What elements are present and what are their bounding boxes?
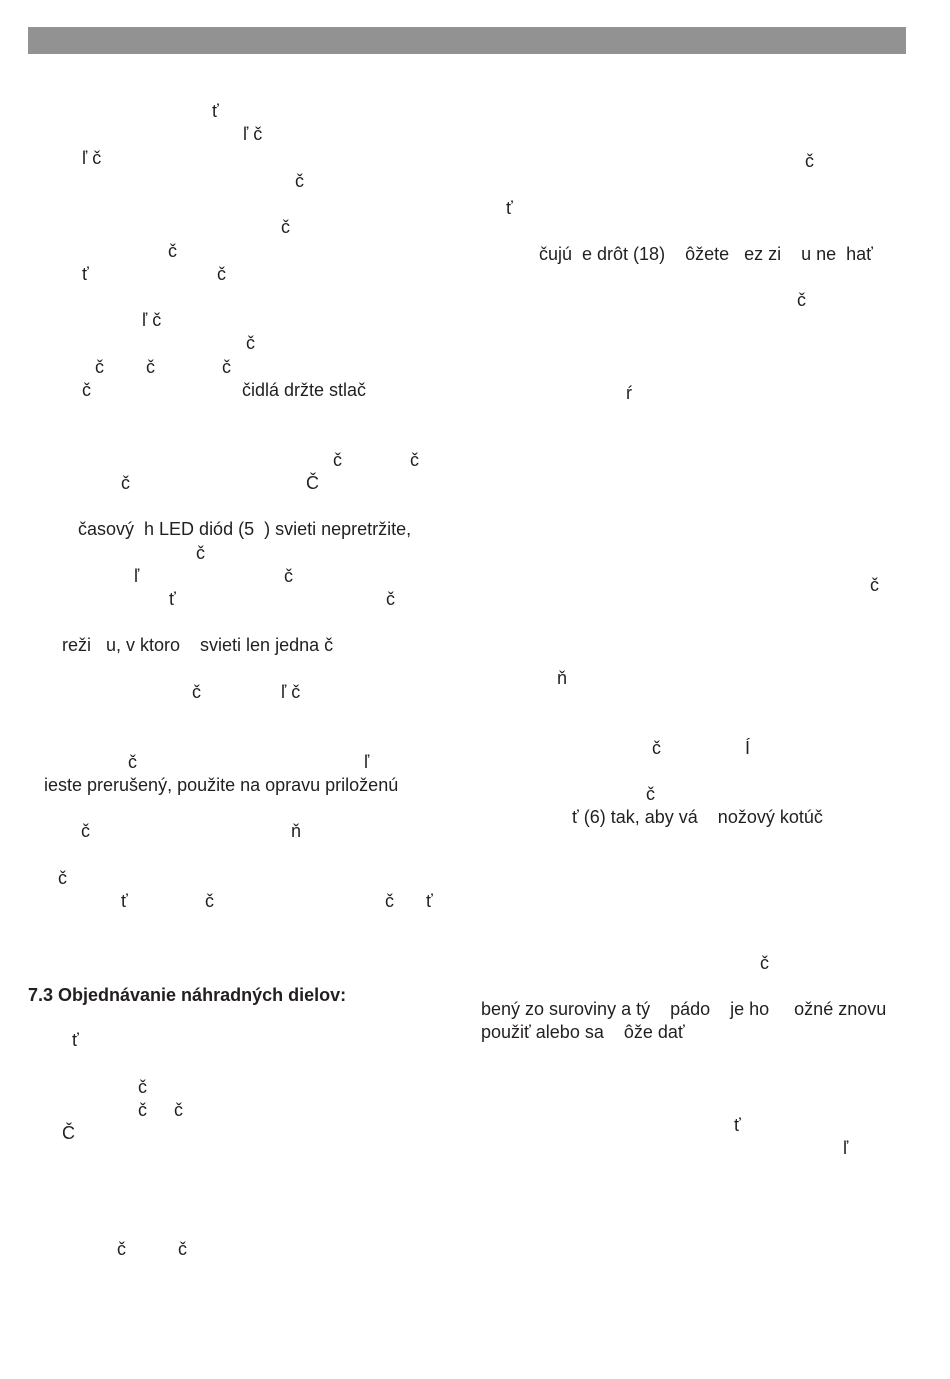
text-fragment: č	[174, 1100, 183, 1120]
text-fragment: ť	[72, 1030, 79, 1050]
text-fragment: č	[870, 575, 879, 595]
text-fragment: č	[117, 1239, 126, 1259]
text-fragment: č	[281, 217, 290, 237]
text-fragment: Č	[62, 1123, 75, 1143]
section-heading: 7.3 Objednávanie náhradných dielov:	[28, 985, 347, 1005]
text-fragment: č	[385, 891, 394, 911]
text-fragment: č	[82, 380, 91, 400]
text-fragment: Č	[306, 473, 319, 493]
text-fragment: č	[410, 450, 419, 470]
text-fragment: č	[760, 953, 769, 973]
text-fragment: č	[284, 566, 293, 586]
header-bar	[28, 27, 906, 54]
text-fragment: ľ č	[243, 124, 263, 144]
text-fragment: č	[797, 290, 806, 310]
text-fragment: ľ	[843, 1138, 849, 1158]
text-fragment: ť	[506, 198, 513, 218]
text-fragment: č	[178, 1239, 187, 1259]
text-fragment: čujú e drôt (18) ôžete ez zi u ne hať	[539, 244, 873, 264]
text-fragment: č	[646, 784, 655, 804]
text-fragment: ŕ	[626, 383, 632, 403]
text-fragment: č	[146, 357, 155, 377]
text-fragment: č	[192, 682, 201, 702]
text-fragment: č	[168, 241, 177, 261]
text-fragment: č	[95, 357, 104, 377]
text-fragment: č	[333, 450, 342, 470]
text-fragment: č	[386, 589, 395, 609]
text-fragment: časový h LED diód (5 ) svieti nepretržite,	[78, 519, 412, 539]
text-fragment: ť	[121, 891, 128, 911]
text-fragment: č	[138, 1077, 147, 1097]
text-fragment: ľ č	[281, 682, 301, 702]
text-fragment: č	[196, 543, 205, 563]
text-fragment: ieste prerušený, použite na opravu priloženú	[44, 775, 399, 795]
text-fragment: Í	[745, 738, 751, 758]
text-fragment: ť (6) tak, aby vá nožový kotúč	[572, 807, 823, 827]
text-fragment: č	[58, 868, 67, 888]
text-fragment: čidlá držte stlač	[242, 380, 367, 400]
text-fragment: bený zo suroviny a tý pádo je ho ožné znovu	[481, 999, 887, 1019]
text-fragment: ň	[291, 821, 302, 841]
text-fragment: č	[805, 151, 814, 171]
text-fragment: ľ	[134, 566, 140, 586]
text-fragment: ť	[169, 589, 176, 609]
text-fragment: ň	[557, 668, 568, 688]
text-fragment: č	[246, 333, 255, 353]
text-fragment: ť	[734, 1115, 741, 1135]
text-fragment: ť	[426, 891, 433, 911]
text-fragment: ľ č	[142, 310, 162, 330]
text-fragment: reži u, v ktoro svieti len jedna č	[62, 635, 334, 655]
text-fragment: č	[652, 738, 661, 758]
text-fragment: č	[222, 357, 231, 377]
text-fragment: č	[217, 264, 226, 284]
text-fragment: č	[295, 171, 304, 191]
text-fragment: ľ	[364, 752, 370, 772]
text-fragment: ľ č	[82, 148, 102, 168]
text-fragment: č	[121, 473, 130, 493]
text-fragment: použiť alebo sa ôže dať	[481, 1022, 685, 1042]
text-fragment: č	[81, 821, 90, 841]
text-fragment: ť	[82, 264, 89, 284]
text-fragment: č	[205, 891, 214, 911]
text-fragment: ť	[212, 101, 219, 121]
text-fragment: č	[138, 1100, 147, 1120]
text-fragment: č	[128, 752, 137, 772]
